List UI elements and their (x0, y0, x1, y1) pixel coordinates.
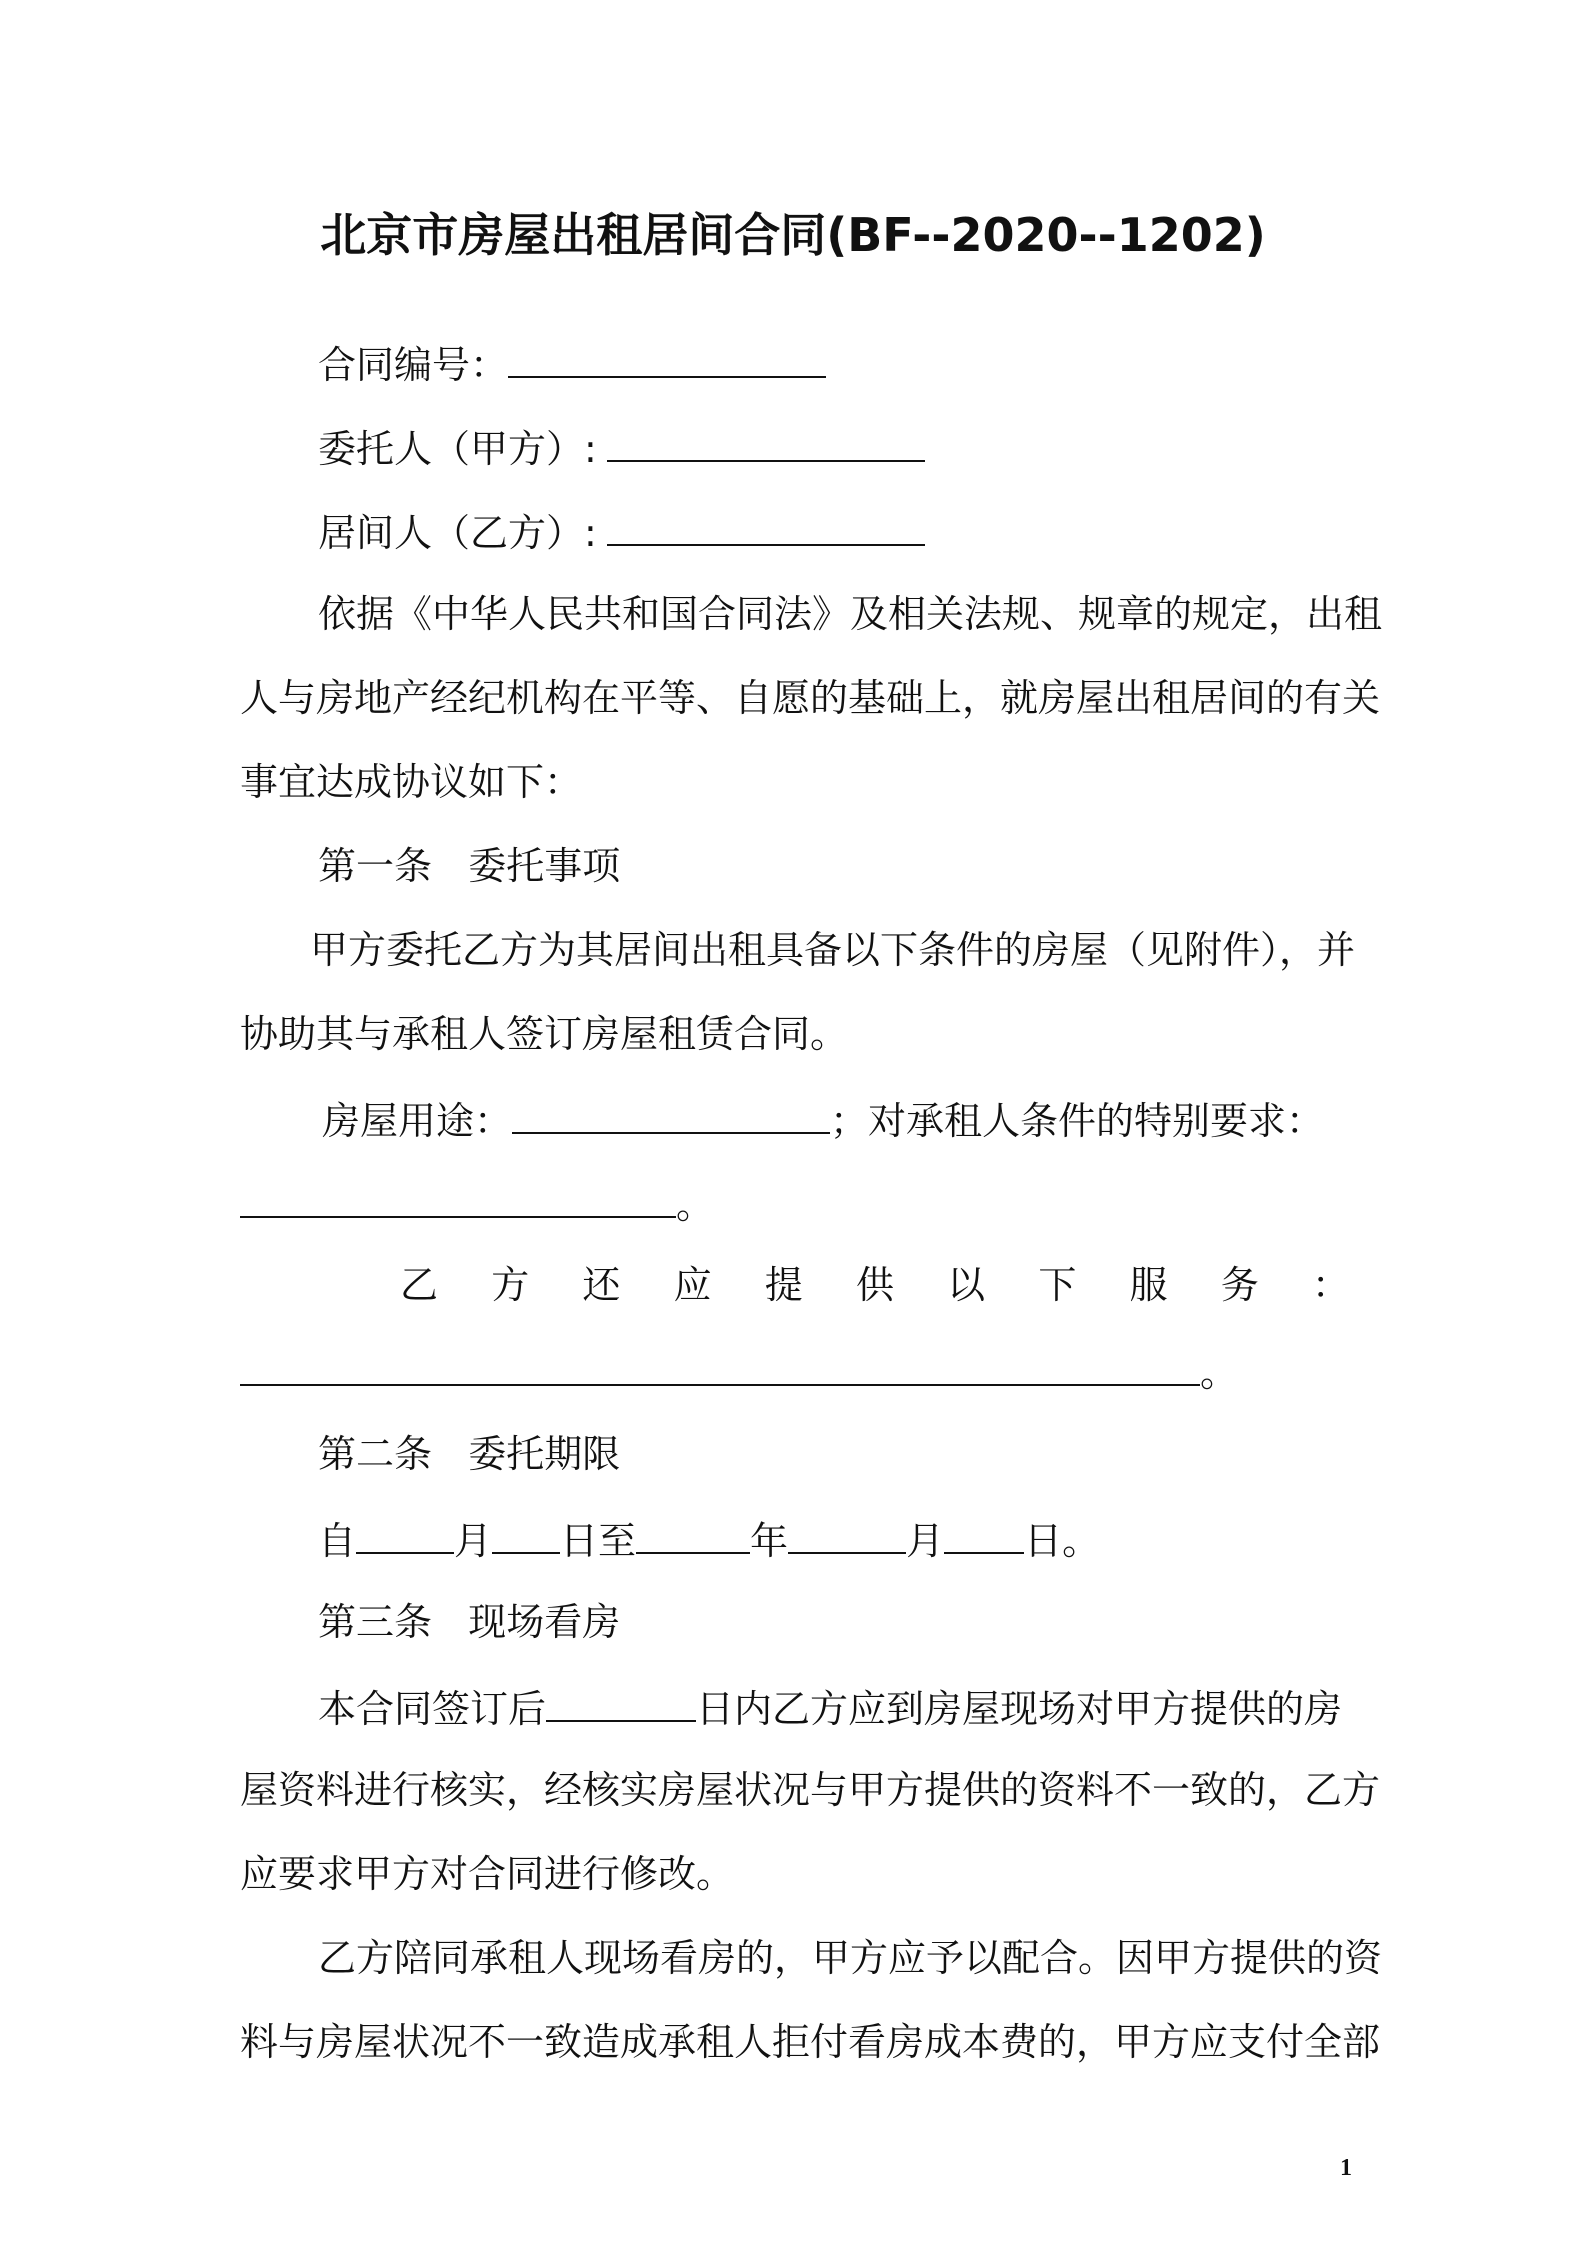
article-3-para-1-line-2: 屋资料进行核实，经核实房屋状况与甲方提供的资料不一致的，乙方 (240, 1768, 1381, 1812)
services-char: 乙 (400, 1263, 439, 1307)
article-1-line-2: 协助其与承租人签订房屋租赁合同。 (240, 1012, 849, 1056)
intro-line-2: 人与房地产经纪机构在平等、自愿的基础上，就房屋出租居间的有关 (240, 676, 1381, 720)
period-blank-1 (356, 1508, 454, 1554)
services-char: 供 (855, 1263, 894, 1307)
article-3-title: 第三条 现场看房 (318, 1600, 621, 1644)
services-blank-line (240, 1340, 1238, 1403)
contract-number-blank (508, 332, 826, 378)
period-blank-4 (788, 1508, 906, 1554)
intro-line-1: 依据《中华人民共和国合同法》及相关法规、规章的规定，出租 (318, 592, 1383, 636)
usage-label: 房屋用途： (322, 1099, 513, 1143)
period-month-2: 月 (906, 1519, 945, 1563)
party-a-label: 委托人（甲方）: (318, 427, 597, 471)
article-3-para-2-line-1: 乙方陪同承租人现场看房的，甲方应予以配合。因甲方提供的资 (318, 1936, 1383, 1980)
services-char: 以 (947, 1263, 986, 1307)
usage-blank (512, 1088, 830, 1134)
services-char: 还 (582, 1263, 621, 1307)
article-3-para-1-line-1 (318, 1676, 1342, 1739)
services-end: 。 (1200, 1351, 1239, 1395)
period-year: 年 (750, 1519, 789, 1563)
page-number: 1 (1340, 2155, 1352, 2181)
period-from: 自 (318, 1519, 357, 1563)
document-title: 北京市房屋出租居间合同(BF--2020--1202) (320, 208, 1266, 262)
article-2-title: 第二条 委托期限 (318, 1432, 621, 1476)
special-requirements-end: 。 (676, 1183, 715, 1227)
article-3-para-1-line-3: 应要求甲方对合同进行修改。 (240, 1852, 735, 1896)
period-line (318, 1508, 1100, 1571)
period-blank-3 (636, 1508, 750, 1554)
services-char: 务 (1220, 1263, 1259, 1307)
contract-number-line (318, 332, 826, 395)
contract-number-label: 合同编号： (318, 343, 509, 387)
party-a-line (318, 416, 925, 479)
party-a-blank (607, 416, 925, 462)
article-3-text-a: 本合同签订后 (318, 1687, 547, 1731)
article-1-title: 第一条 委托事项 (318, 844, 621, 888)
services-line (400, 1255, 1350, 1315)
special-requirements-line (240, 1172, 714, 1235)
period-blank-2 (492, 1508, 560, 1554)
period-day-1: 日至 (560, 1519, 637, 1563)
special-requirements-blank (240, 1172, 676, 1218)
period-blank-5 (944, 1508, 1024, 1554)
article-1-line-1: 甲方委托乙方为其居间出租具备以下条件的房屋（见附件），并 (310, 928, 1356, 972)
party-b-label: 居间人（乙方）: (318, 511, 597, 555)
article-3-text-b: 日内乙方应到房屋现场对甲方提供的房 (696, 1687, 1343, 1731)
usage-line (322, 1088, 1324, 1151)
article-3-para-2-line-2: 料与房屋状况不一致造成承租人拒付看房成本费的，甲方应支付全部 (240, 2020, 1381, 2064)
intro-line-3: 事宜达成协议如下： (240, 760, 583, 804)
services-char: 方 (491, 1263, 530, 1307)
party-b-blank (607, 500, 925, 546)
party-b-line (318, 500, 925, 563)
services-char: 应 (673, 1263, 712, 1307)
special-requirements-label: ；对承租人条件的特别要求： (830, 1099, 1325, 1143)
services-char: 提 (764, 1263, 803, 1307)
days-blank (546, 1676, 696, 1722)
services-char: ： (1311, 1263, 1350, 1307)
period-day-2: 日。 (1024, 1519, 1101, 1563)
services-blank (240, 1340, 1200, 1386)
services-char: 下 (1038, 1263, 1077, 1307)
period-month-1: 月 (454, 1519, 493, 1563)
services-char: 服 (1129, 1263, 1168, 1307)
